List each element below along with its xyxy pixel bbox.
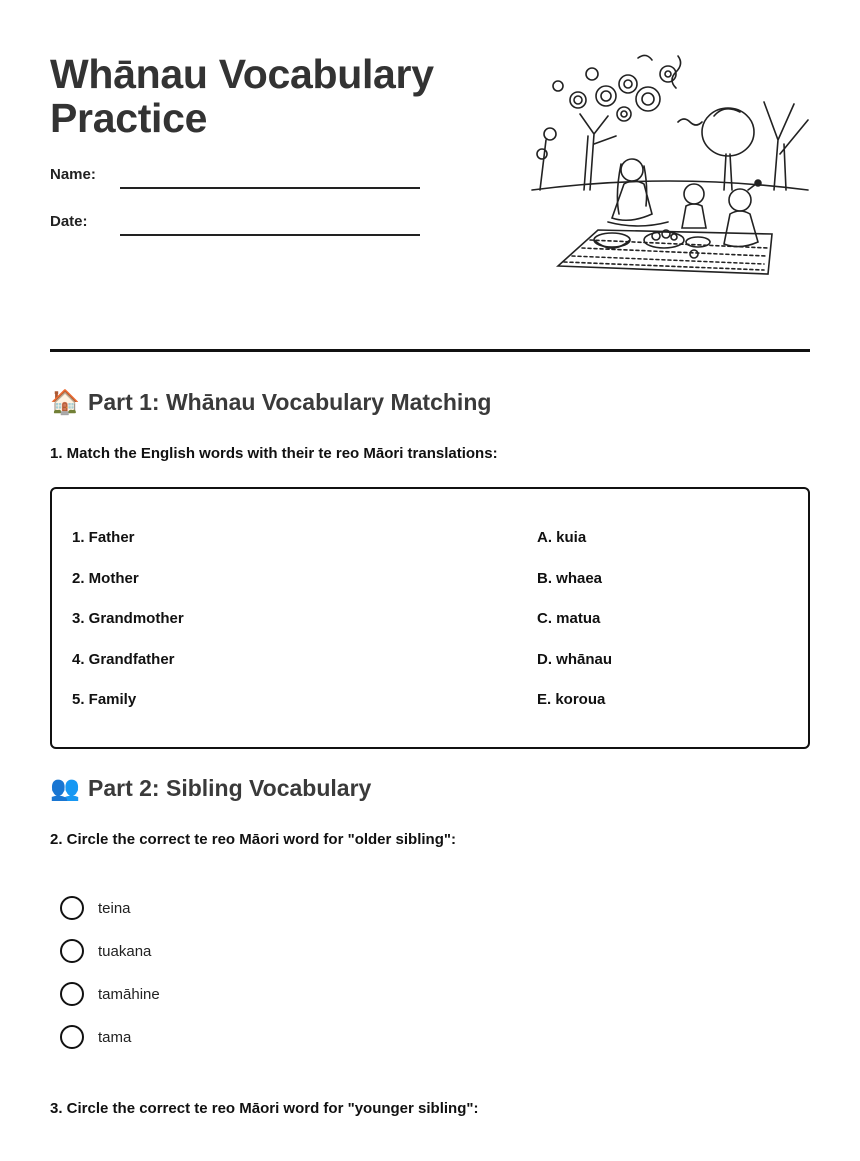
radio-circle[interactable] xyxy=(60,982,84,1006)
match-right-e: E. koroua xyxy=(537,691,606,708)
match-left-4: 4. Grandfather xyxy=(72,651,175,668)
page-title xyxy=(50,52,490,140)
question-1: 1. Match the English words with their te reo Māori translations: xyxy=(50,445,498,462)
option-tuakana[interactable] xyxy=(60,939,151,963)
option-label: tamāhine xyxy=(98,985,160,1003)
option-tama[interactable] xyxy=(60,1025,131,1049)
radio-circle[interactable] xyxy=(60,1025,84,1049)
matching-box xyxy=(50,487,810,749)
match-right-d: D. whānau xyxy=(537,651,613,668)
option-teina[interactable] xyxy=(60,896,131,920)
match-left-2: 2. Mother xyxy=(72,570,139,587)
name-field[interactable] xyxy=(120,187,420,189)
part2-heading xyxy=(50,774,371,803)
match-right-b: B. whaea xyxy=(537,570,603,587)
match-right-a: A. kuia xyxy=(537,529,587,546)
option-label: tuakana xyxy=(98,942,152,960)
part1-title: Part 1: Whānau Vocabulary Matching xyxy=(88,389,492,415)
name-label: Name: xyxy=(50,166,96,183)
radio-circle[interactable] xyxy=(60,939,84,963)
part1-heading xyxy=(50,388,491,417)
house-icon: 🏠 xyxy=(50,389,80,416)
match-right-c: C. matua xyxy=(537,610,601,627)
option-label: tama xyxy=(98,1028,132,1046)
radio-circle[interactable] xyxy=(60,896,84,920)
option-tamahine[interactable] xyxy=(60,982,160,1006)
family-picnic-illustration xyxy=(528,44,812,284)
question-2: 2. Circle the correct te reo Māori word for "older sibling": xyxy=(50,831,456,848)
people-icon: 👥 xyxy=(50,775,80,802)
title-line-1: Whānau Vocabulary xyxy=(50,51,434,97)
question-3: 3. Circle the correct te reo Māori word for "younger sibling": xyxy=(50,1100,479,1117)
header-divider xyxy=(50,349,810,352)
part2-title: Part 2: Sibling Vocabulary xyxy=(88,775,372,801)
match-left-1: 1. Father xyxy=(72,529,135,546)
title-line-2: Practice xyxy=(50,95,208,141)
match-left-3: 3. Grandmother xyxy=(72,610,184,627)
date-field[interactable] xyxy=(120,234,420,236)
date-label: Date: xyxy=(50,213,88,230)
match-left-5: 5. Family xyxy=(72,691,137,708)
option-label: teina xyxy=(98,899,131,917)
